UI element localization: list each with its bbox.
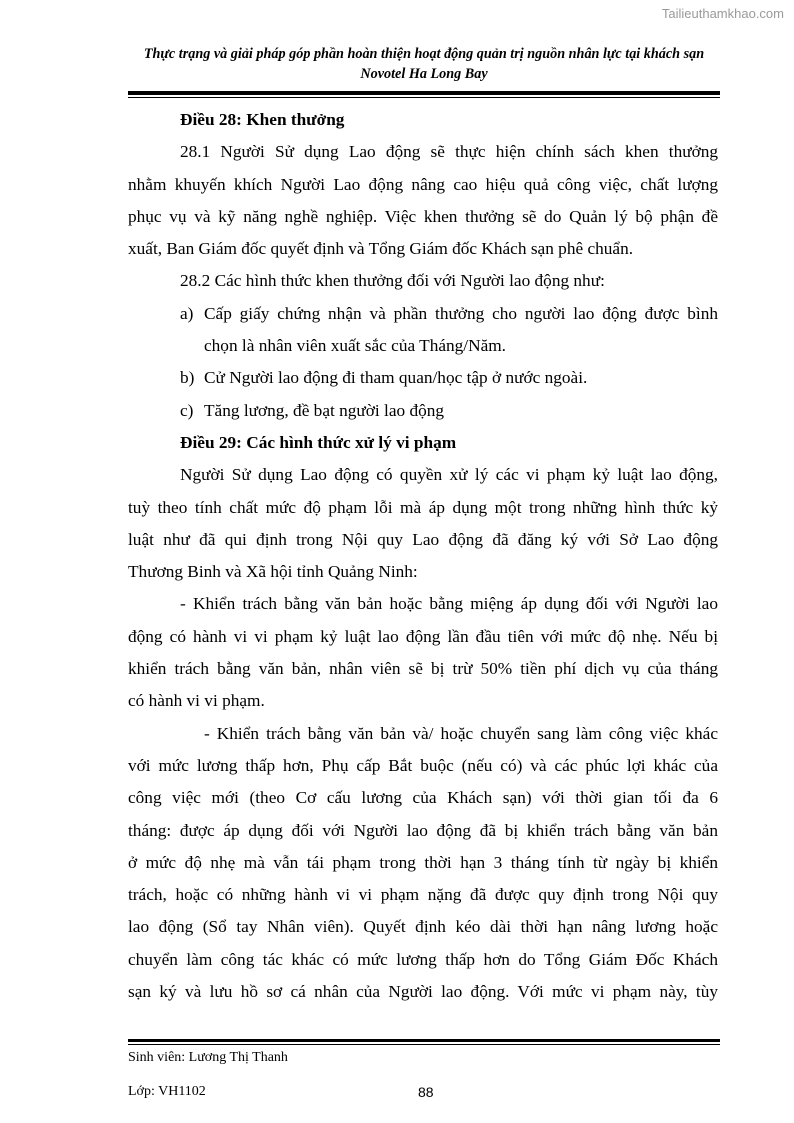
footer-rule [128,1039,720,1042]
paragraph-line: với mức lương thấp hơn, Phụ cấp Bắt buộc (nếu có) và các phúc lợi khác của [128,755,718,775]
page-number: 88 [418,1084,434,1100]
paragraph-line: 28.1 Người Sử dụng Lao động sẽ thực hiện chính sách khen thưởng [180,142,718,162]
paragraph-line: luật như đã qui định trong Nội quy Lao động đã đăng ký với Sở Lao động [128,529,718,549]
list-item-text: chọn là nhân viên xuất sắc của Tháng/Năm. [204,336,506,356]
paragraph-line: lao động (Sổ tay Nhân viên). Quyết định kéo dài thời hạn nâng lương hoặc [128,917,718,937]
watermark: Tailieuthamkhao.com [661,6,784,21]
paragraph-line: khiển trách bằng văn bản, nhân viên sẽ bị trừ 50% tiền phí dịch vụ của tháng [128,659,718,679]
paragraph-line: tháng: được áp dụng đối với Người lao động đã bị khiển trách bằng văn bản [128,820,718,840]
list-item-text: Cử Người lao động đi tham quan/học tập ở nước ngoài. [204,368,588,388]
paragraph-line: ở mức độ nhẹ mà vẫn tái phạm trong thời hạn 3 tháng tính từ ngày bị khiển [128,852,718,872]
header-line-2: Novotel Ha Long Bay [360,66,488,82]
paragraph-line: 28.2 Các hình thức khen thưởng đối với Người lao động như: [180,271,605,291]
paragraph-line: động có hành vi vi phạm kỷ luật lao động lần đầu tiên với mức độ nhẹ. Nếu bị [128,626,718,646]
paragraph-line: chuyển làm công tác khác có mức lương thấp hơn do Tổng Giám Đốc Khách [128,949,718,969]
list-marker [180,330,204,362]
list-item-line [128,362,718,394]
list-item-text: Tăng lương, đề bạt người lao động [204,400,445,420]
paragraph-line: phục vụ và kỹ năng nghề nghiệp. Việc khen thưởng sẽ do Quản lý bộ phận đề [128,206,718,226]
header-line-1: Thực trạng và giải pháp góp phần hoàn thiện hoạt động quản trị nguồn nhân lực tại khách sạn [143,46,705,62]
list-marker: b) [180,368,195,388]
footer-rule-thin [128,1044,720,1045]
list-item-line [128,395,718,427]
footer-class: Lớp: VH1102 [128,1084,206,1099]
paragraph-line: Người Sử dụng Lao động có quyền xử lý các vi phạm kỷ luật lao động, [180,465,718,485]
paragraph-line: nhằm khuyến khích Người Lao động nâng cao hiệu quả công việc, chất lượng [128,174,718,194]
footer-student: Sinh viên: Lương Thị Thanh [128,1050,288,1065]
paragraph-line: trách, hoặc có những hành vi vi phạm nặng đã được quy định trong Nội quy [128,885,718,905]
paragraph-line: Thương Binh và Xã hội tỉnh Quảng Ninh: [128,562,418,582]
paragraph-line: có hành vi vi phạm. [128,691,265,711]
section-heading: Điều 28: Khen thưởng [180,110,345,129]
document-body [128,104,718,1008]
list-marker: c) [180,400,194,420]
running-header [128,44,720,84]
header-rule-thin [128,97,720,98]
list-marker: a) [180,303,194,323]
paragraph-line: - Khiển trách bằng văn bản và/ hoặc chuyển sang làm công việc khác [204,723,718,743]
paragraph-line: - Khiển trách bằng văn bản hoặc bằng miệng áp dụng đối với Người lao [180,594,718,614]
list-item-line [128,298,718,330]
paragraph-line: sạn ký và lưu hồ sơ cá nhân của Người lao động. Với mức vi phạm này, tùy [128,982,718,1002]
header-rule [128,91,720,95]
paragraph-line: tuỳ theo tính chất mức độ phạm lỗi mà áp dụng một trong những hình thức kỷ [128,497,718,517]
list-item-text: Cấp giấy chứng nhận và phần thưởng cho người lao động được bình [204,303,718,323]
list-item-line [128,330,718,362]
section-heading: Điều 29: Các hình thức xử lý vi phạm [180,432,457,452]
paragraph-line: xuất, Ban Giám đốc quyết định và Tổng Giám đốc Khách sạn phê chuẩn. [128,239,634,259]
paragraph-line: công việc mới (theo Cơ cấu lương của Khách sạn) với thời gian tối đa 6 [128,788,718,808]
